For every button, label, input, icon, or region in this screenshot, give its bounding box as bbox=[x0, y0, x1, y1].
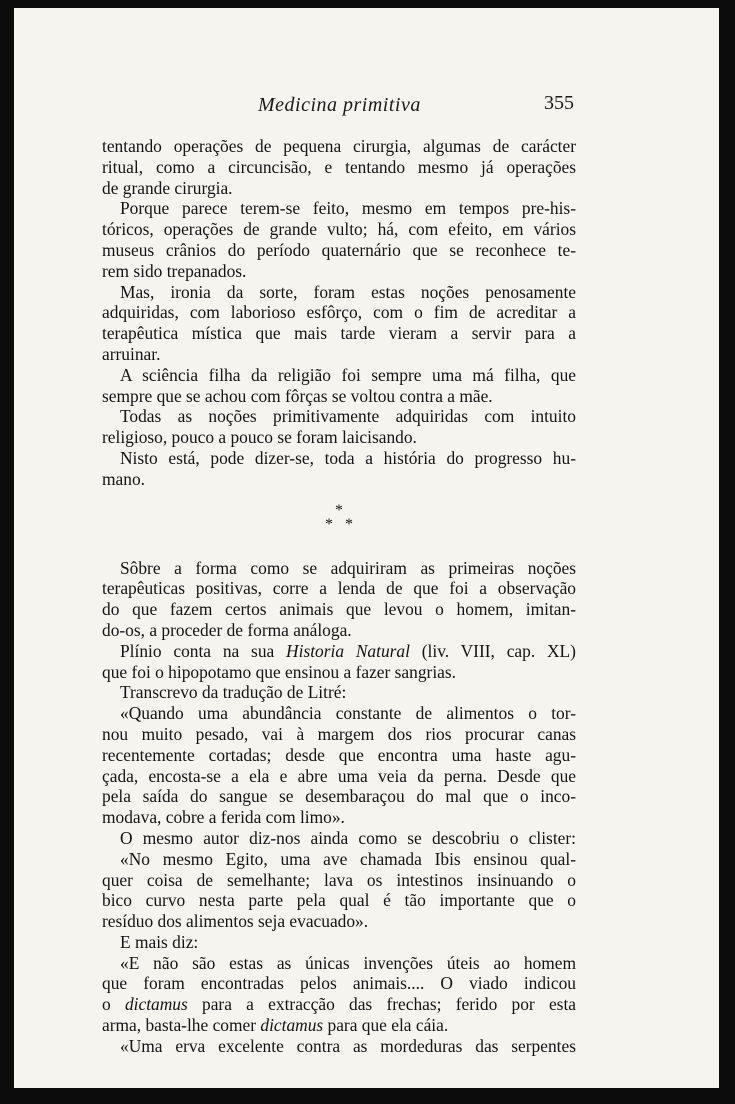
text-line: de grande cirurgia. bbox=[102, 177, 233, 198]
text-line-dictamus-2 bbox=[102, 1015, 576, 1036]
asterism-top: * bbox=[335, 501, 343, 519]
text-line: do-os, a proceder de forma análoga. bbox=[102, 619, 352, 640]
text-line: Sôbre a forma como se adquiriram as primeiras noções bbox=[120, 557, 576, 578]
text-line: «E não são estas as únicas invenções úteis ao homem bbox=[120, 952, 576, 973]
page-header bbox=[14, 94, 719, 124]
text-line: terapêutica mística que mais tarde vieram a servir para a bbox=[102, 323, 576, 344]
text-line: «No mesmo Egito, uma ave chamada Ibis ensinou qual- bbox=[120, 848, 576, 869]
text-line: resíduo dos alimentos seja evacuado». bbox=[102, 911, 369, 932]
dictamus-1-post: para a extracção das frechas; ferido por esta bbox=[187, 994, 576, 1015]
text-line: museus crânios do período quaternário que se reconhece te- bbox=[102, 239, 576, 260]
dictamus-1-italic: dictamus bbox=[124, 994, 188, 1015]
text-line: «Uma erva excelente contra as mordeduras das serpentes bbox=[120, 1035, 576, 1056]
plinio-post: (liv. VIII, cap. XL) bbox=[409, 640, 576, 661]
plinio-pre: Plínio conta na sua bbox=[120, 640, 287, 661]
dictamus-1-pre: o bbox=[102, 994, 125, 1015]
text-line: que foram encontradas pelos animais.... O viado indicou bbox=[102, 973, 576, 994]
text-line: mano. bbox=[102, 468, 145, 489]
text-line: nou muito pesado, vai à margem dos rios procurar canas bbox=[102, 723, 576, 744]
text-line: terapêuticas positivas, corre a lenda de que foi a observação bbox=[102, 578, 576, 599]
text-line: A sciência filha da religião foi sempre uma má filha, que bbox=[120, 364, 576, 385]
text-line: «Quando uma abundância constante de alimentos o tor- bbox=[120, 703, 576, 724]
body-text bbox=[102, 136, 576, 1057]
text-line: quer coisa de semelhante; lava os intestinos insinuando o bbox=[102, 869, 576, 890]
running-title: Medicina primitiva bbox=[258, 94, 421, 116]
text-line: Mas, ironia da sorte, foram estas noções penosamente bbox=[120, 281, 576, 302]
text-line: O mesmo autor diz-nos ainda como se descobriu o clister: bbox=[120, 827, 576, 848]
asterism-bottom: * * bbox=[325, 515, 353, 533]
text-line: adquiridas, com laborioso esfôrço, com o fim de acreditar a bbox=[102, 302, 576, 323]
text-line: pela saída do sangue se desembaraçou do mal que o inco- bbox=[102, 786, 576, 807]
text-line: sempre que se achou com fôrças se voltou contra a mãe. bbox=[102, 385, 493, 406]
text-line: Todas as noções primitivamente adquiridas com intuito bbox=[120, 406, 576, 427]
text-line-plinio bbox=[102, 641, 576, 662]
text-line: tentando operações de pequena cirurgia, algumas de carácter bbox=[102, 136, 576, 156]
text-line: do que fazem certos animais que levou o homem, imitan- bbox=[102, 599, 576, 620]
text-line: Transcrevo da tradução de Litré: bbox=[120, 682, 347, 703]
text-line: rem sido trepanados. bbox=[102, 260, 247, 281]
dictamus-2-post: para que ela cáia. bbox=[323, 1015, 449, 1036]
text-line: recentemente cortadas; desde que encontra uma haste agu- bbox=[102, 744, 576, 765]
page-number: 355 bbox=[544, 92, 574, 114]
book-title-historia-natural: Historia Natural bbox=[286, 640, 410, 661]
section-asterism bbox=[102, 501, 576, 533]
book-page bbox=[14, 8, 719, 1088]
text-line: E mais diz: bbox=[120, 931, 199, 952]
text-line: ritual, como a circuncisão, e tentando mesmo já operações bbox=[102, 156, 576, 177]
text-line: modava, cobre a ferida com limo». bbox=[102, 807, 345, 828]
text-line: que foi o hipopotamo que ensinou a fazer sangrias. bbox=[102, 661, 456, 682]
text-line: çada, encosta-se a ela e abre uma veia da perna. Desde que bbox=[102, 765, 576, 786]
text-line: Porque parece terem-se feito, mesmo em tempos pre-his- bbox=[120, 198, 576, 219]
dictamus-2-italic: dictamus bbox=[260, 1015, 324, 1036]
text-line-dictamus-1 bbox=[102, 994, 576, 1015]
text-line: religioso, pouco a pouco se foram laicisando. bbox=[102, 427, 417, 448]
text-line: tóricos, operações de grande vulto; há, com efeito, em vários bbox=[102, 219, 576, 240]
text-line: bico curvo nesta parte pela qual é tão importante que o bbox=[102, 890, 576, 911]
dictamus-2-pre: arma, basta-lhe comer bbox=[102, 1015, 261, 1036]
text-line: Nisto está, pode dizer-se, toda a história do progresso hu- bbox=[120, 447, 576, 468]
text-line: arruinar. bbox=[102, 343, 161, 364]
